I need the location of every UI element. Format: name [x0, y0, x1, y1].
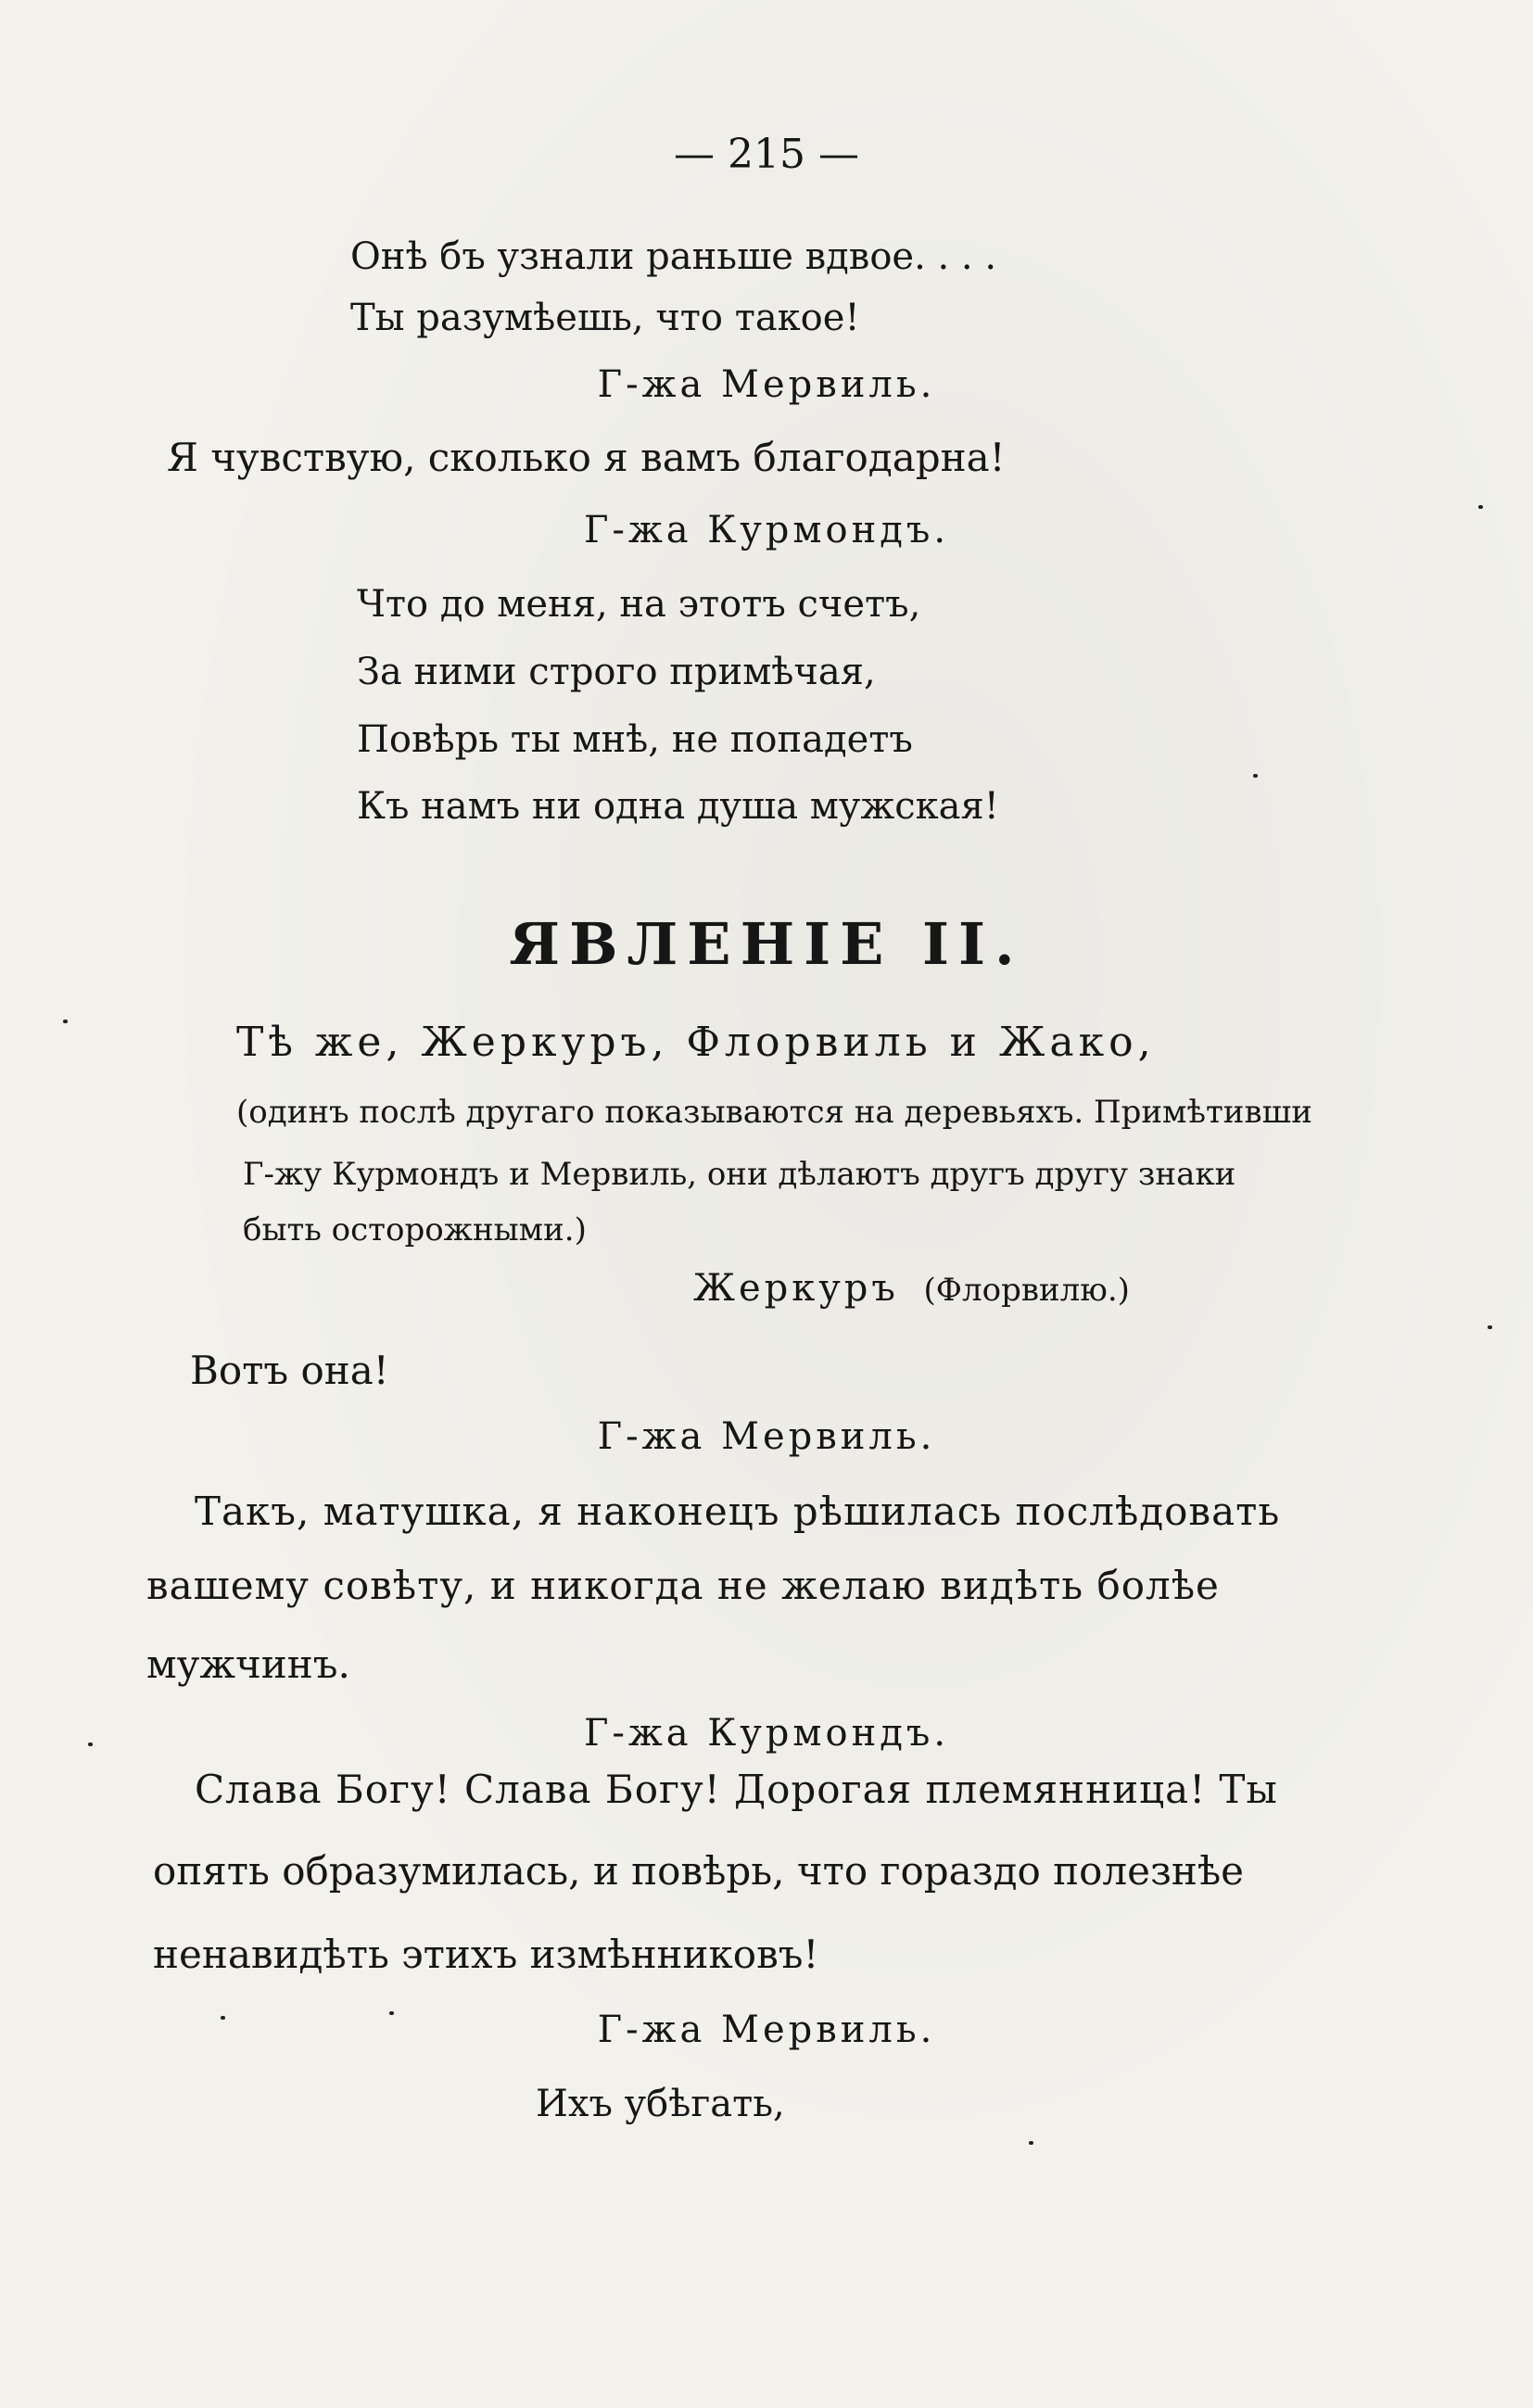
- speaker-name: Жеркуръ: [693, 1267, 899, 1310]
- stage-direction: (одинъ послѣ другаго показываются на деревьяхъ. Примѣтивши: [236, 1094, 1312, 1131]
- stage-direction: Г-жу Курмондъ и Мервиль, они дѣлаютъ другъ другу знаки: [243, 1156, 1236, 1193]
- ink-speck: [88, 1743, 93, 1746]
- ink-speck: [221, 2016, 225, 2020]
- dialogue-line: Слава Богу! Слава Богу! Дорогая племянница! Ты: [195, 1767, 1278, 1812]
- dialogue-line: мужчинъ.: [146, 1641, 350, 1687]
- ink-speck: [1488, 1325, 1492, 1329]
- verse-line: Ты разумѣешь, что такое!: [350, 297, 860, 339]
- speaker-line: [693, 1267, 1130, 1310]
- speaker-name: Г-жа Курмондъ.: [583, 509, 950, 551]
- stage-direction: быть осторожными.): [243, 1211, 587, 1248]
- dialogue-line: Вотъ она!: [190, 1348, 389, 1393]
- speaker-direction: (Флорвилю.): [923, 1272, 1130, 1309]
- cast-list: Тѣ же, Жеркуръ, Флорвиль и Жако,: [236, 1019, 1156, 1066]
- ink-speck: [389, 2011, 394, 2015]
- ink-speck: [1029, 2141, 1033, 2145]
- verse-line: Повѣрь ты мнѣ, не попадетъ: [357, 718, 913, 761]
- speaker-name: Г-жа Курмондъ.: [583, 1712, 950, 1755]
- verse-line: Ихъ убѣгать,: [536, 2083, 785, 2125]
- verse-line: Что до меня, на этотъ счетъ,: [357, 583, 921, 626]
- speaker-name: Г-жа Мервиль.: [597, 2009, 936, 2051]
- page-number: — 215 —: [674, 131, 859, 178]
- dialogue-line: ненавидѣть этихъ измѣнниковъ!: [153, 1932, 819, 1977]
- dialogue-line: вашему совѣту, и никогда не желаю видѣть болѣе: [146, 1563, 1220, 1608]
- verse-line: Къ намъ ни одна душа мужская!: [357, 785, 999, 828]
- speaker-name: Г-жа Мервиль.: [597, 1415, 936, 1458]
- dialogue-line: опять образумилась, и повѣрь, что гораздо полезнѣе: [153, 1848, 1245, 1894]
- speaker-name: Г-жа Мервиль.: [597, 363, 936, 406]
- dialogue-line: Такъ, матушка, я наконецъ рѣшилась послѣдовать: [195, 1489, 1281, 1534]
- ink-speck: [1253, 774, 1258, 778]
- scene-heading: ЯВЛЕНIЕ II.: [509, 910, 1024, 978]
- verse-line: За ними строго примѣчая,: [357, 651, 876, 693]
- ink-speck: [1478, 505, 1483, 509]
- ink-speck: [63, 1020, 68, 1023]
- dialogue-line: Я чувствую, сколько я вамъ благодарна!: [167, 435, 1006, 480]
- verse-line: Онѣ бъ узнали раньше вдвое. . . .: [350, 235, 997, 278]
